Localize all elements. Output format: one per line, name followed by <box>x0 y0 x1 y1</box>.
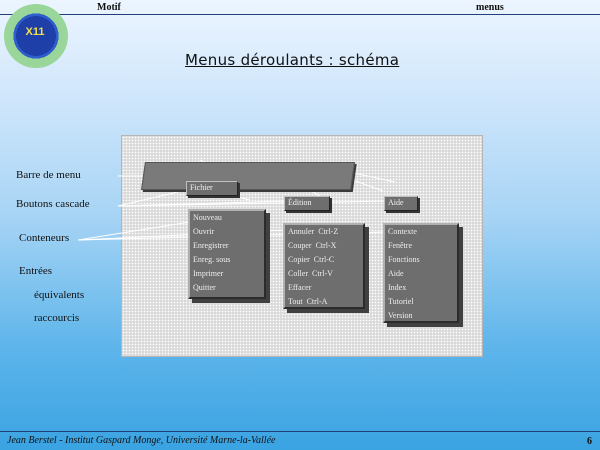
menu-item[interactable]: Contexte <box>388 227 417 236</box>
label-conteneurs: Conteneurs <box>19 232 70 244</box>
menu-item[interactable]: Nouveau <box>193 213 222 222</box>
label-entrees: Entrées <box>19 265 52 277</box>
menu-item[interactable]: Enregistrer <box>193 241 229 250</box>
label-boutons: Boutons cascade <box>16 198 90 210</box>
menu-item[interactable]: Tutoriel <box>388 297 414 306</box>
menu-item[interactable]: Index <box>388 283 407 292</box>
shortcut-text: Ctrl-A <box>306 297 328 306</box>
shortcut-text: Ctrl-X <box>315 241 337 250</box>
menu-container-aide <box>383 223 459 323</box>
slide-title: Menus déroulants : schéma <box>185 51 400 69</box>
header-section: menus <box>476 2 504 13</box>
menu-item[interactable]: Fonctions <box>388 255 420 264</box>
menu-container-fichier <box>188 209 266 299</box>
menu-item[interactable]: Copier Ctrl-C <box>288 255 335 264</box>
logo-mark: X11 <box>25 26 45 38</box>
footer-rule <box>0 431 600 432</box>
shortcut-text: Ctrl-C <box>313 255 335 264</box>
cascade-button-aide[interactable] <box>384 196 418 211</box>
shortcut-text: Ctrl-V <box>312 269 333 278</box>
menu-item[interactable]: Quitter <box>193 283 216 292</box>
header-topic: Motif <box>97 2 121 13</box>
menu-item[interactable]: Couper Ctrl-X <box>288 241 337 250</box>
menu-item[interactable]: Imprimer <box>193 269 224 278</box>
menu-bar <box>141 162 355 190</box>
cascade-label-aide: Aide <box>388 198 404 207</box>
cascade-label-fichier: Fichier <box>190 183 213 192</box>
cascade-label-edition: Édition <box>288 198 312 207</box>
menu-item[interactable]: Aide <box>388 269 404 278</box>
cascade-button-fichier[interactable] <box>186 181 238 196</box>
cascade-button-edition[interactable] <box>284 196 330 211</box>
page-number: 6 <box>587 436 592 447</box>
menu-item[interactable]: Effacer <box>288 283 312 292</box>
menu-item[interactable]: Fenêtre <box>388 241 412 250</box>
menu-container-edition <box>283 223 365 309</box>
shortcut-text: Ctrl-Z <box>318 227 339 236</box>
menu-item[interactable]: Coller Ctrl-V <box>288 269 333 278</box>
menu-item[interactable]: Ouvrir <box>193 227 215 236</box>
label-equivalents: équivalents <box>34 289 85 301</box>
label-raccourcis: raccourcis <box>34 312 80 324</box>
menu-item[interactable]: Enreg. sous <box>193 255 231 264</box>
label-barre: Barre de menu <box>16 169 81 181</box>
menu-item[interactable]: Version <box>388 311 413 320</box>
menu-item[interactable]: Tout Ctrl-A <box>288 297 328 306</box>
footer-credit: Jean Berstel - Institut Gaspard Monge, Université Marne-la-Vallée <box>7 435 276 446</box>
menu-item[interactable]: Annuler Ctrl-Z <box>288 227 339 236</box>
